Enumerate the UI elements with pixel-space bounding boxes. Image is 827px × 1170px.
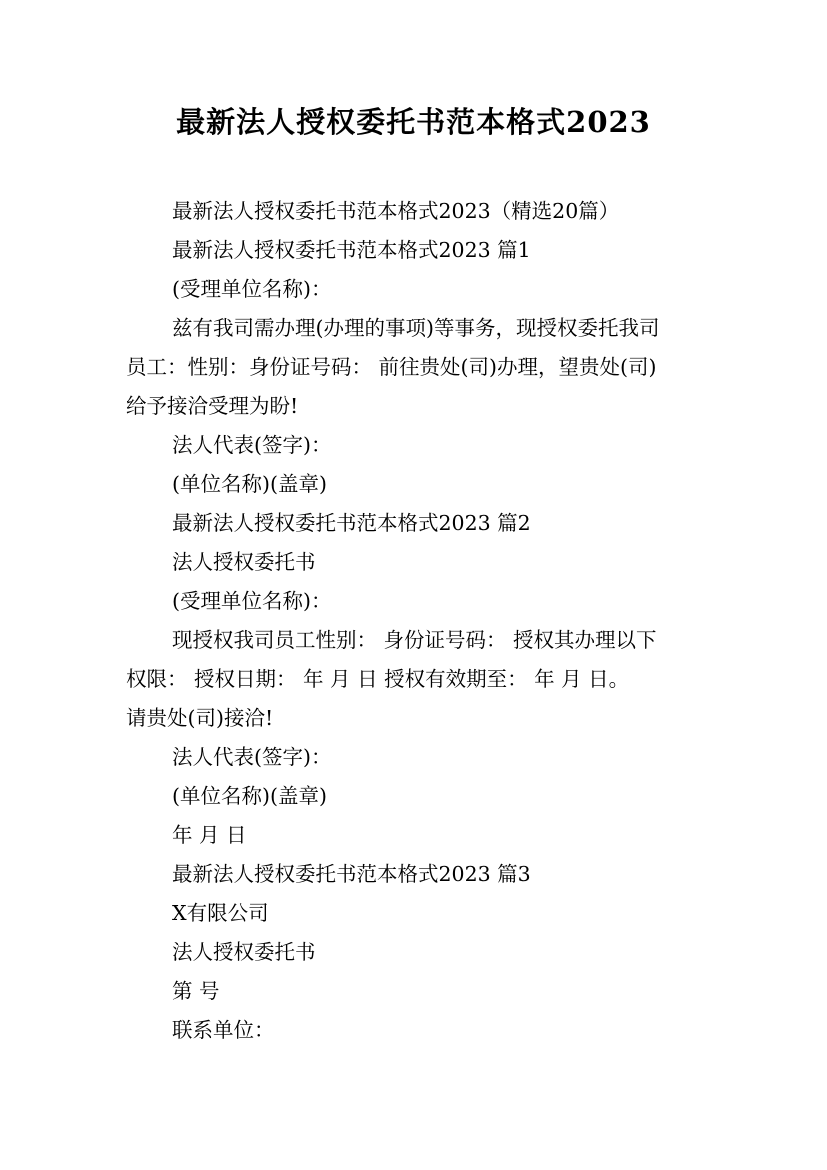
body-line: 法人代表(签字)： — [172, 433, 332, 457]
section-heading-3: 最新法人授权委托书范本格式2023 篇3 — [172, 862, 531, 886]
body-line: (受理单位名称)： — [172, 277, 332, 301]
body-line: 第 号 — [172, 979, 220, 1003]
section-heading-1: 最新法人授权委托书范本格式2023 篇1 — [172, 238, 531, 262]
body-line: 兹有我司需办理(办理的事项)等事务，现授权委托我司 — [172, 316, 660, 340]
body-line-subtitle: 最新法人授权委托书范本格式2023（精选20篇） — [172, 199, 620, 223]
body-line: 请贵处(司)接洽! — [126, 706, 274, 730]
body-line: X有限公司 — [172, 901, 269, 925]
body-line: 年 月 日 — [172, 823, 247, 847]
body-line: 现授权我司员工性别： 身份证号码： 授权其办理以下 — [172, 628, 657, 652]
body-line: 给予接洽受理为盼! — [126, 394, 299, 418]
body-line: 法人授权委托书 — [172, 550, 316, 574]
body-line: (单位名称)(盖章) — [172, 784, 327, 808]
body-line: 联系单位： — [172, 1018, 275, 1042]
body-line: 权限： 授权日期： 年 月 日 授权有效期至： 年 月 日。 — [126, 667, 630, 691]
document-body — [126, 192, 712, 1050]
body-line: 法人授权委托书 — [172, 940, 316, 964]
document-title: 最新法人授权委托书范本格式2023 — [176, 105, 651, 139]
body-line: 法人代表(签字)： — [172, 745, 332, 769]
section-heading-2: 最新法人授权委托书范本格式2023 篇2 — [172, 511, 531, 535]
body-line: 员工：性别：身份证号码： 前往贵处(司)办理，望贵处(司) — [126, 355, 657, 379]
body-line: (受理单位名称)： — [172, 589, 332, 613]
body-line: (单位名称)(盖章) — [172, 472, 327, 496]
